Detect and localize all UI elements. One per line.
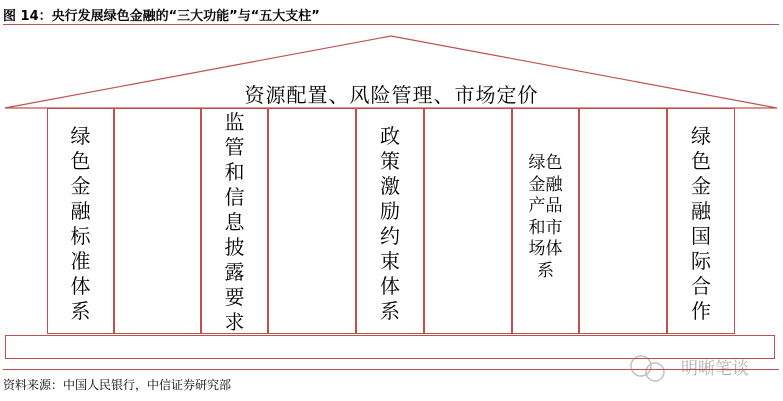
pillar-label: 绿色 金融 产品 和市 场体 系 xyxy=(528,153,563,281)
watermark-text: 明晰笔谈 xyxy=(681,359,749,379)
pillar-label: 监 管 和 信 息 披 露 要 求 xyxy=(224,110,245,334)
pillar-spacer xyxy=(114,108,201,334)
watermark xyxy=(625,352,775,392)
figure-title: 图 14：央行发展绿色金融的“三大功能”与“五大支柱” xyxy=(3,9,320,24)
pillar-spacer xyxy=(579,108,667,334)
pillar-label: 政 策 激 励 约 束 体 系 xyxy=(380,124,400,323)
pillar-label: 绿 色 金 融 国 际 合 作 xyxy=(691,124,711,323)
pillar-label: 绿 色 金 融 标 准 体 系 xyxy=(70,124,91,323)
watermark-logo-icon xyxy=(625,352,677,388)
pillar-spacer xyxy=(424,108,512,334)
pillar-spacer xyxy=(268,108,356,334)
roof-functions-label: 资源配置、风险管理、市场定价 xyxy=(244,83,539,107)
source-note: 资料来源：中国人民银行，中信证券研究部 xyxy=(3,378,232,392)
